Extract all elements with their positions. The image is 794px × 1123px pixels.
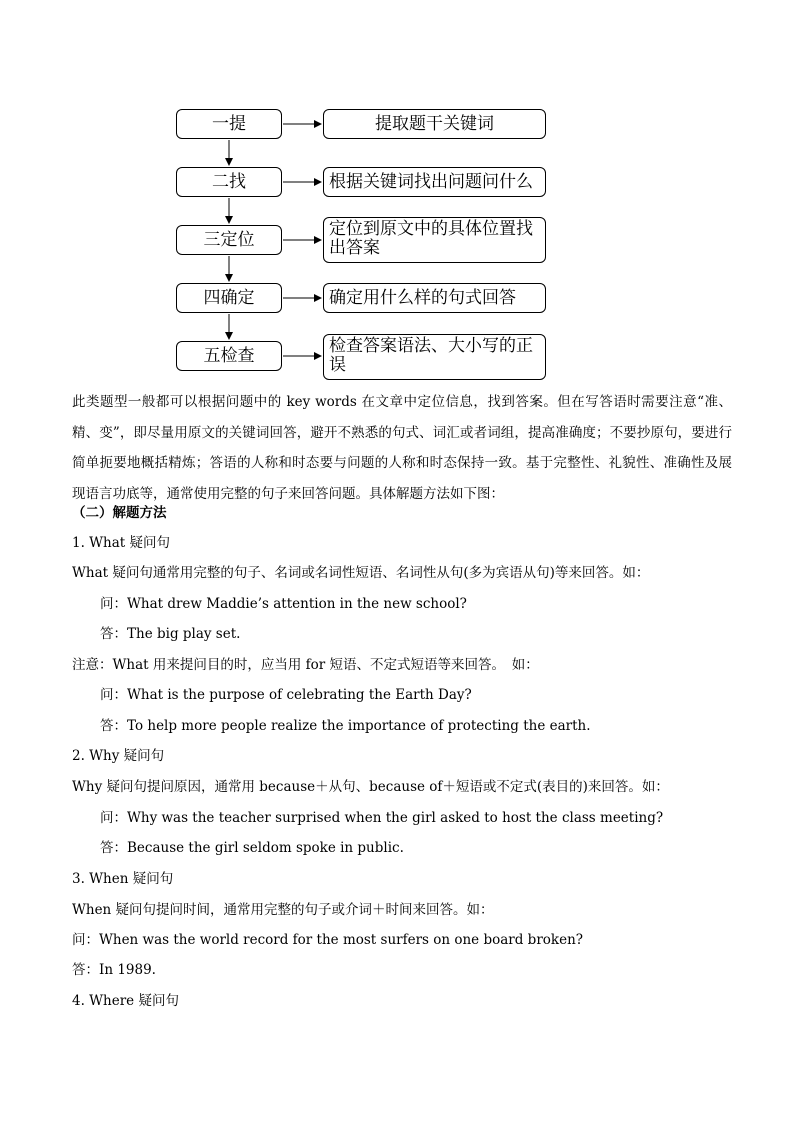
flow-desc-5: 检查答案语法、大小写的正误 [323,334,546,380]
flow-step-2: 二找 [176,167,282,197]
flow-desc-1: 提取题干关键词 [323,109,546,139]
what-question-2: 问：What is the purpose of celebrating the Earth Day? [100,687,472,703]
flow-diagram [0,0,794,390]
flow-step-3: 三定位 [176,225,282,255]
flow-desc-3: 定位到原文中的具体位置找出答案 [323,217,546,263]
section-title: （二）解题方法 [72,505,167,521]
what-heading: 1. What 疑问句 [72,535,171,551]
what-description: What 疑问句通常用完整的句子、名词或名词性短语、名词性从句(多为宾语从句)等来回答。如： [72,565,650,581]
flow-step-4: 四确定 [176,283,282,313]
intro-paragraph: 此类题型一般都可以根据问题中的 key words 在文章中定位信息，找到答案。但在写答语时需要注意“准、精、变”，即尽量用原文的关键词回答，避开不熟悉的句式、词汇或者词组，提高准确度；不要抄原句，要进行简单扼要地概括精炼；答语的人称和时态要与问题的人称和时态保持一致。基于完整性、礼貌性、准确性及展现语言功底等，通常使用完整的句子来回答问题。具体解题方法如下图： [72,394,732,502]
flow-desc-2: 根据关键词找出问题问什么 [323,167,546,197]
when-description: When 疑问句提问时间，通常用完整的句子或介词＋时间来回答。如： [72,902,494,918]
what-question-1: 问：What drew Maddie’s attention in the new school? [100,596,467,612]
where-heading: 4. Where 疑问句 [72,993,179,1009]
flow-desc-4: 确定用什么样的句式回答 [323,283,546,313]
when-question: 问：When was the world record for the most surfers on one board broken? [72,932,583,948]
why-heading: 2. Why 疑问句 [72,748,165,764]
why-question: 问：Why was the teacher surprised when the girl asked to host the class meeting? [100,810,664,826]
when-answer: 答：In 1989. [72,962,156,978]
when-heading: 3. When 疑问句 [72,871,174,887]
why-description: Why 疑问句提问原因，通常用 because＋从句、because of＋短语或不定式(表目的)来回答。如： [72,779,669,795]
why-answer: 答：Because the girl seldom spoke in public. [100,840,404,856]
what-answer-1: 答：The big play set. [100,626,241,642]
what-answer-2: 答：To help more people realize the importance of protecting the earth. [100,718,591,734]
flow-step-1: 一提 [176,109,282,139]
flow-step-5: 五检查 [176,341,282,371]
what-note: 注意：What 用来提问目的时，应当用 for 短语、不定式短语等来回答。 如： [72,657,539,673]
